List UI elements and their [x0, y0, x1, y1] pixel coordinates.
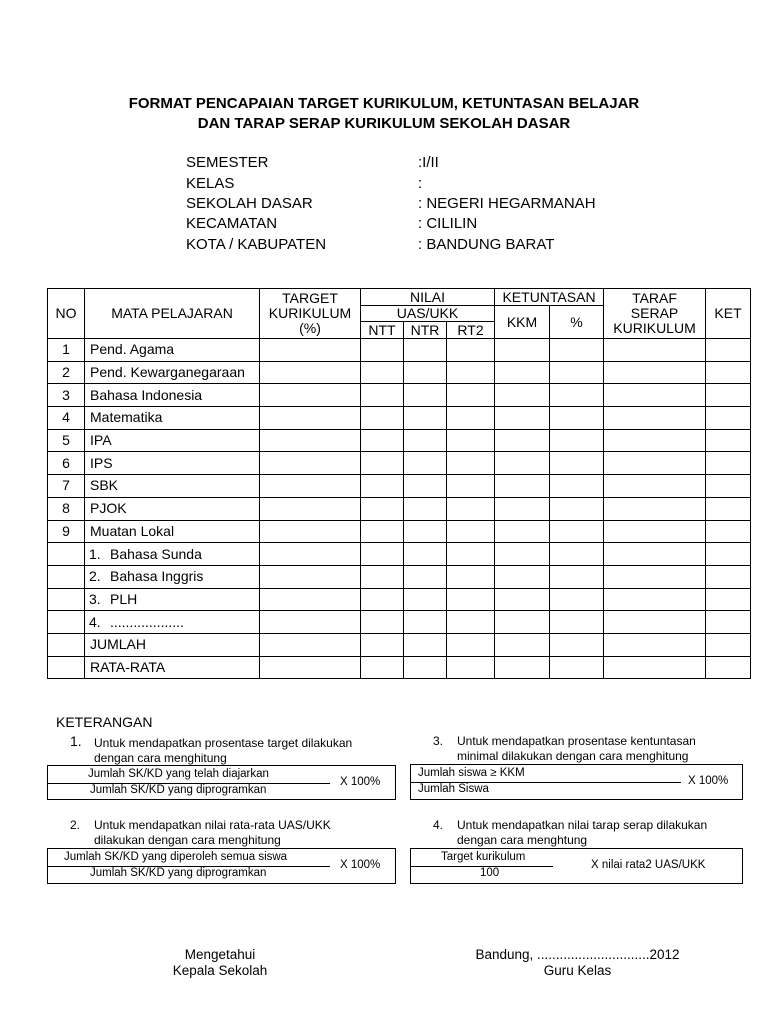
taraf-serap-cell: [604, 656, 706, 679]
header-target-line3: (%): [299, 320, 321, 336]
percent-cell: [550, 611, 604, 634]
note-text-line1: Untuk mendapatkan prosentase kentuntasan: [457, 734, 696, 748]
table-row: [48, 611, 751, 634]
taraf-serap-cell: [604, 452, 706, 475]
ntr-cell: [404, 361, 447, 384]
info-value: : BANDUNG BARAT: [418, 236, 555, 253]
note-text-line1: Untuk mendapatkan nilai rata-rata UAS/UKK: [94, 818, 331, 832]
target-cell: [260, 588, 361, 611]
document-title-line2: DAN TARAP SERAP KURIKULUM SEKOLAH DASAR: [197, 115, 571, 132]
ntr-cell: [404, 452, 447, 475]
percent-cell: [550, 633, 604, 656]
taraf-serap-cell: [604, 497, 706, 520]
target-cell: [260, 656, 361, 679]
kkm-cell: [495, 475, 550, 498]
percent-cell: [550, 407, 604, 430]
row-subject: [85, 588, 260, 611]
kkm-cell: [495, 429, 550, 452]
taraf-serap-cell: [604, 565, 706, 588]
signature-right-line2: Guru Kelas: [543, 963, 612, 978]
header-target-line2: KURIKULUM: [268, 305, 352, 321]
header-taraf-line2: SERAP: [630, 305, 679, 321]
taraf-serap-cell: [604, 475, 706, 498]
formula-denominator: 100: [480, 867, 500, 879]
row-number: [48, 588, 85, 611]
subject-label: Muatan Lokal: [90, 522, 175, 539]
rt2-cell: [447, 452, 495, 475]
ntt-cell: [361, 452, 404, 475]
row-subject: [85, 339, 260, 362]
row-number: 6: [48, 452, 85, 475]
row-number: [48, 565, 85, 588]
ket-cell: [706, 611, 751, 634]
info-value: :: [418, 175, 423, 192]
keterangan-title: KETERANGAN: [56, 714, 153, 730]
ntt-cell: [361, 611, 404, 634]
subject-label: Matematika: [90, 409, 163, 426]
info-label: SEKOLAH DASAR: [186, 195, 313, 212]
ket-cell: [706, 656, 751, 679]
target-cell: [260, 384, 361, 407]
taraf-serap-cell: [604, 339, 706, 362]
info-value: :I/II: [418, 154, 439, 171]
ntr-cell: [404, 497, 447, 520]
header-ketuntasan: KETUNTASAN: [495, 289, 604, 306]
table-row: [48, 407, 751, 430]
formula-box-1: [47, 765, 396, 800]
signature-left-line1: Mengetahui: [184, 947, 256, 962]
ntr-cell: [404, 543, 447, 566]
info-label: KOTA / KABUPATEN: [186, 236, 327, 253]
percent-cell: [550, 339, 604, 362]
percent-cell: [550, 429, 604, 452]
kkm-cell: [495, 565, 550, 588]
ket-cell: [706, 361, 751, 384]
note-text-line2: minimal dilakukan dengan cara menghitung: [457, 749, 689, 763]
ntt-cell: [361, 543, 404, 566]
target-cell: [260, 475, 361, 498]
formula-numerator: Jumlah siswa ≥ KKM: [418, 767, 525, 779]
rt2-cell: [447, 633, 495, 656]
kkm-cell: [495, 633, 550, 656]
ntt-cell: [361, 588, 404, 611]
sub-item-number: 3.: [89, 590, 101, 607]
taraf-serap-cell: [604, 429, 706, 452]
row-subject: [85, 611, 260, 634]
ntt-cell: [361, 565, 404, 588]
row-subject: [85, 565, 260, 588]
subject-label: ...................: [110, 613, 184, 630]
header-rt2: RT2: [447, 322, 495, 339]
row-number: [48, 611, 85, 634]
header-taraf-line1: TARAF: [632, 290, 677, 306]
signature-left: [150, 947, 290, 979]
row-subject: [85, 475, 260, 498]
ntt-cell: [361, 339, 404, 362]
header-kkm: KKM: [495, 306, 550, 339]
target-cell: [260, 429, 361, 452]
note-number: 1.: [70, 733, 82, 749]
row-number: 8: [48, 497, 85, 520]
kkm-cell: [495, 543, 550, 566]
ntr-cell: [404, 407, 447, 430]
table-row: [48, 543, 751, 566]
ntt-cell: [361, 475, 404, 498]
ket-cell: [706, 407, 751, 430]
ntr-cell: [404, 384, 447, 407]
rt2-cell: [447, 588, 495, 611]
ntr-cell: [404, 475, 447, 498]
subject-label: PJOK: [90, 500, 127, 517]
ntr-cell: [404, 339, 447, 362]
ntt-cell: [361, 633, 404, 656]
subject-label: PLH: [110, 590, 138, 607]
percent-cell: [550, 361, 604, 384]
target-cell: [260, 633, 361, 656]
row-subject: [85, 429, 260, 452]
header-taraf-line3: KURIKULUM: [613, 320, 696, 336]
percent-cell: [550, 452, 604, 475]
note-text-line2: dengan cara menghtung: [457, 833, 588, 847]
subject-label: Bahasa Sunda: [110, 545, 202, 562]
target-cell: [260, 361, 361, 384]
rt2-cell: [447, 611, 495, 634]
sub-item-number: 4.: [89, 613, 101, 630]
info-label: KELAS: [186, 175, 235, 192]
ntt-cell: [361, 407, 404, 430]
percent-cell: [550, 656, 604, 679]
rt2-cell: [447, 497, 495, 520]
note-text-line2: dengan cara menghitung: [94, 751, 227, 765]
ntr-cell: [404, 565, 447, 588]
table-row: [48, 339, 751, 362]
formula-multiplier: X 100%: [340, 859, 381, 871]
sub-item-number: 1.: [89, 545, 101, 562]
table-row: [48, 656, 751, 679]
header-nilai: NILAI: [361, 289, 495, 306]
target-cell: [260, 452, 361, 475]
ntt-cell: [361, 497, 404, 520]
row-number: 5: [48, 429, 85, 452]
kkm-cell: [495, 361, 550, 384]
ket-cell: [706, 384, 751, 407]
header-target-line1: TARGET: [282, 290, 338, 306]
rt2-cell: [447, 407, 495, 430]
formula-numerator: Jumlah SK/KD yang telah diajarkan: [88, 768, 269, 780]
note-number: 3.: [433, 734, 444, 748]
row-number: 2: [48, 361, 85, 384]
ntt-cell: [361, 384, 404, 407]
subject-label: Pend. Agama: [90, 341, 175, 358]
info-label: SEMESTER: [186, 154, 269, 171]
header-uas-ukk: UAS/UKK: [361, 306, 495, 322]
row-subject: [85, 407, 260, 430]
row-number: 3: [48, 384, 85, 407]
header-ntr: NTR: [404, 322, 447, 339]
signature-left-line2: Kepala Sekolah: [172, 963, 268, 978]
formula-box-4: [410, 848, 743, 884]
formula-multiplier: X 100%: [688, 775, 729, 787]
target-cell: [260, 339, 361, 362]
row-subject: [85, 543, 260, 566]
table-row: [48, 633, 751, 656]
taraf-serap-cell: [604, 407, 706, 430]
taraf-serap-cell: [604, 384, 706, 407]
note-number: 4.: [433, 818, 444, 832]
info-value: : NEGERI HEGARMANAH: [418, 195, 596, 212]
rt2-cell: [447, 475, 495, 498]
ntr-cell: [404, 520, 447, 543]
ket-cell: [706, 339, 751, 362]
formula-denominator: Jumlah SK/KD yang diprogramkan: [90, 784, 267, 796]
header-ntt: NTT: [361, 322, 404, 339]
header-percent: %: [550, 306, 604, 339]
note-text-line1: Untuk mendapatkan nilai tarap serap dilakukan: [457, 818, 708, 832]
subject-label: Bahasa Indonesia: [90, 386, 203, 403]
row-subject: [85, 633, 260, 656]
kkm-cell: [495, 656, 550, 679]
row-subject: [85, 452, 260, 475]
formula-multiplier: X nilai rata2 UAS/UKK: [591, 859, 706, 871]
rt2-cell: [447, 565, 495, 588]
formula-numerator: Target kurikulum: [441, 851, 526, 863]
signature-right: [440, 947, 715, 979]
ket-cell: [706, 633, 751, 656]
percent-cell: [550, 475, 604, 498]
row-number: 7: [48, 475, 85, 498]
taraf-serap-cell: [604, 543, 706, 566]
note-number: 2.: [70, 818, 81, 832]
header-mata-pelajaran: MATA PELAJARAN: [85, 289, 260, 339]
table-row: [48, 475, 751, 498]
kkm-cell: [495, 611, 550, 634]
formula-numerator: Jumlah SK/KD yang diperoleh semua siswa: [64, 851, 288, 863]
row-number: 9: [48, 520, 85, 543]
kkm-cell: [495, 452, 550, 475]
sub-item-number: 2.: [89, 568, 101, 585]
subject-label: JUMLAH: [90, 636, 147, 653]
kkm-cell: [495, 520, 550, 543]
header-ket: KET: [706, 289, 751, 339]
header-target-kurikulum: [260, 289, 361, 339]
target-cell: [260, 611, 361, 634]
percent-cell: [550, 543, 604, 566]
info-label: KECAMATAN: [186, 215, 278, 232]
taraf-serap-cell: [604, 633, 706, 656]
formula-denominator: Jumlah SK/KD yang diprogramkan: [90, 867, 267, 879]
note-text-line1: Untuk mendapatkan prosentase target dilakukan: [94, 736, 353, 750]
table-row: [48, 565, 751, 588]
taraf-serap-cell: [604, 361, 706, 384]
ket-cell: [706, 497, 751, 520]
target-cell: [260, 543, 361, 566]
row-subject: [85, 656, 260, 679]
taraf-serap-cell: [604, 588, 706, 611]
row-number: [48, 656, 85, 679]
percent-cell: [550, 565, 604, 588]
header-taraf-serap-kurikulum: [604, 289, 706, 339]
table-row: [48, 384, 751, 407]
ntr-cell: [404, 429, 447, 452]
ntr-cell: [404, 611, 447, 634]
ntt-cell: [361, 361, 404, 384]
subject-label: Pend. Kewarganegaraan: [90, 364, 245, 381]
row-subject: [85, 497, 260, 520]
kkm-cell: [495, 339, 550, 362]
rt2-cell: [447, 339, 495, 362]
table-row: [48, 497, 751, 520]
formula-denominator: Jumlah Siswa: [418, 783, 489, 795]
subject-label: RATA-RATA: [90, 658, 166, 675]
target-cell: [260, 407, 361, 430]
taraf-serap-cell: [604, 520, 706, 543]
table-row: [48, 520, 751, 543]
ntr-cell: [404, 633, 447, 656]
percent-cell: [550, 497, 604, 520]
kkm-cell: [495, 497, 550, 520]
kkm-cell: [495, 384, 550, 407]
rt2-cell: [447, 656, 495, 679]
document-title-line1: FORMAT PENCAPAIAN TARGET KURIKULUM, KETUNTASAN BELAJAR: [128, 95, 640, 112]
signature-right-line1: Bandung, ..............................2012: [475, 947, 680, 962]
table-row: [48, 361, 751, 384]
header-no: NO: [48, 289, 85, 339]
subject-label: IPA: [90, 432, 112, 449]
ket-cell: [706, 520, 751, 543]
row-number: [48, 633, 85, 656]
ntt-cell: [361, 520, 404, 543]
taraf-serap-cell: [604, 611, 706, 634]
percent-cell: [550, 520, 604, 543]
table-row: [48, 588, 751, 611]
ket-cell: [706, 475, 751, 498]
row-number: 1: [48, 339, 85, 362]
kkm-cell: [495, 407, 550, 430]
ntt-cell: [361, 656, 404, 679]
target-cell: [260, 565, 361, 588]
row-subject: [85, 384, 260, 407]
row-number: [48, 543, 85, 566]
kkm-cell: [495, 588, 550, 611]
percent-cell: [550, 588, 604, 611]
rt2-cell: [447, 361, 495, 384]
ntr-cell: [404, 656, 447, 679]
ntr-cell: [404, 588, 447, 611]
row-subject: [85, 361, 260, 384]
subject-label: Bahasa Inggris: [110, 568, 204, 585]
rt2-cell: [447, 520, 495, 543]
ket-cell: [706, 452, 751, 475]
formula-box-2: [47, 848, 396, 884]
subject-label: SBK: [90, 477, 119, 494]
ket-cell: [706, 543, 751, 566]
target-cell: [260, 520, 361, 543]
table-row: [48, 429, 751, 452]
ntt-cell: [361, 429, 404, 452]
row-subject: [85, 520, 260, 543]
rt2-cell: [447, 384, 495, 407]
subject-label: IPS: [90, 454, 113, 471]
rt2-cell: [447, 429, 495, 452]
formula-multiplier: X 100%: [340, 776, 381, 788]
target-cell: [260, 497, 361, 520]
table-row: [48, 452, 751, 475]
ket-cell: [706, 588, 751, 611]
info-value: : CILILIN: [418, 215, 478, 232]
curriculum-table: [47, 288, 751, 679]
row-number: 4: [48, 407, 85, 430]
ket-cell: [706, 429, 751, 452]
percent-cell: [550, 384, 604, 407]
formula-box-3: [410, 764, 743, 800]
ket-cell: [706, 565, 751, 588]
note-text-line2: dilakukan dengan cara menghitung: [94, 833, 281, 847]
rt2-cell: [447, 543, 495, 566]
